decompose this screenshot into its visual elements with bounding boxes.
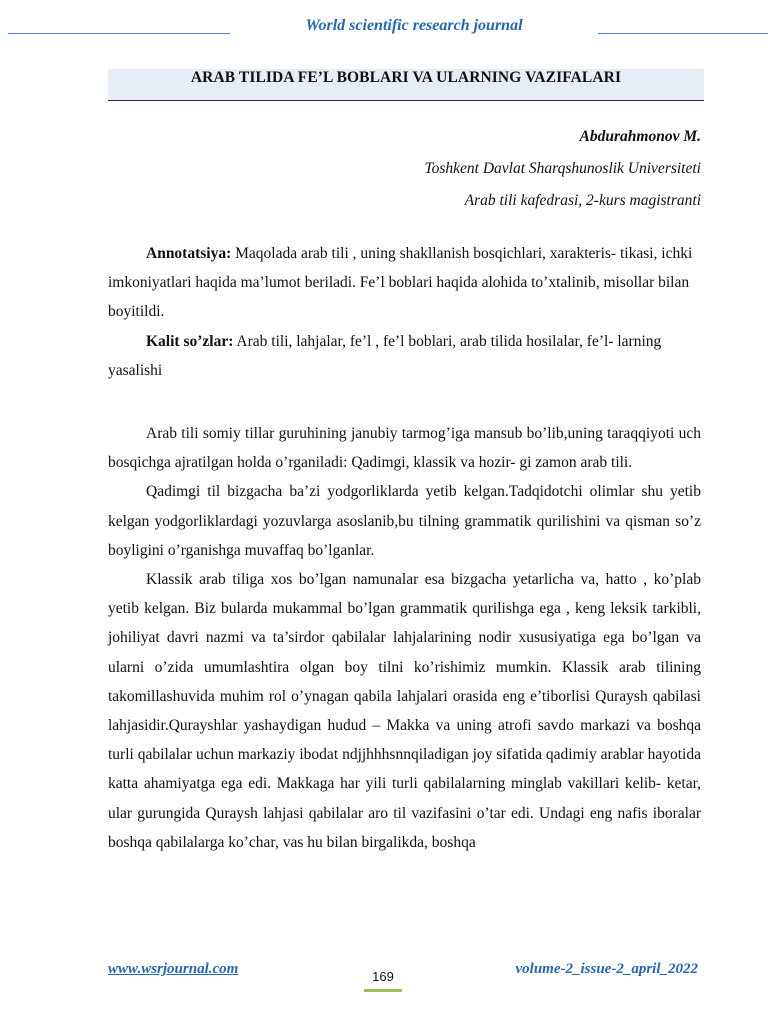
author-affiliation-department: Arab tili kafedrasi, 2-kurs magistranti [464, 192, 701, 209]
abstract-paragraph [108, 239, 701, 327]
body-paragraph-2: Qadimgi til bizgacha ba’zi yodgorliklarda yetib kelgan.Tadqidotchi olimlar shu yetib kelgan yodgorliklardagi yozuvlarga asoslanib,bu tilning grammatik qurilishini va qisman so’z boyligini o’rganishga muvaffaq bo’lganlar. [108, 483, 701, 559]
abstract-text: Maqolada arab tili , uning shakllanish bosqichlari, xarakteris- tikasi, ichki imkoniyatlari haqida ma’lumot beriladi. Fe’l boblari haqida alohida to’xtalinib, misollar bilan boyitildi. [108, 245, 693, 321]
page-number: 169 [372, 969, 394, 984]
abstract-section [108, 239, 701, 385]
body-paragraph-1: Arab tili somiy tillar guruhining janubiy tarmog’iga mansub bo’lib,uning taraqqiyoti uch bosqichga ajratilgan holda o’rganiladi: Qadimgi, klassik va hozir- gi zamon arab tili. [108, 425, 701, 472]
article-title: ARAB TILIDA FE’L BOBLARI VA ULARNING VAZIFALARI [190, 69, 622, 86]
author-name: Abdurahmonov M. [579, 128, 701, 145]
keywords-label: Kalit so’zlar: [146, 332, 234, 350]
abstract-label: Annotatsiya: [146, 245, 232, 262]
journal-name: World scientific research journal [305, 17, 523, 34]
journal-website-link[interactable]: www.wsrjournal.com [108, 961, 239, 977]
header-rule-right [598, 33, 768, 34]
keywords-text: Arab tili, lahjalar, fe’l , fe’l boblari, arab tilida hosilalar, fe’l- larning yasalishi [108, 332, 662, 379]
page-number-box [364, 966, 402, 992]
volume-info: volume-2_issue-2_april_2022 [515, 961, 698, 977]
keywords-paragraph [108, 327, 701, 385]
author-block [424, 127, 701, 211]
body-paragraph-3: Klassik arab tiliga xos bo’lgan namunalar esa bizgacha yetarlicha va, hatto , ko’plab yetib kelgan. Biz bularda mukammal bo’lgan grammatik qurilishga ega , keng leksik tarkibli, johiliyat davri nazmi va ta’sirdor qabilalar lahjalarining nodir xususiyatiga ega bo’lgan va ularni o’zida umumlashtira olgan boy tilni ko’rishimiz mumkin. Klassik arab tilining takomillashuvida muhim rol o’ynagan qabila lahjalari orasida eng e’tiborlisi Quraysh qabilasi lahjasidir.Qurayshlar yashaydigan hudud – Makka va uning atrofi savdo markazi va boshqa turli qabilalar uchun markaziy ibodat ndjjhhhsnnqiladigan joy sifatida qadimiy arablar hayotida katta ahamiyatga ega edi. Makkaga har yili turli qabilalarning minglab vakillari kelib- ketar, ular gurungida Quraysh lahjasi qabilalar aro til vazifasini o’tar edi. Undagi eng nafis iboralar boshqa qabilalarga ko’char, vas hu bilan birgalikda, boshqa [108, 571, 701, 851]
body-section [108, 419, 701, 857]
author-affiliation-university: Toshkent Davlat Sharqshunoslik Universiteti [424, 160, 701, 177]
header-rule-left [8, 33, 230, 34]
